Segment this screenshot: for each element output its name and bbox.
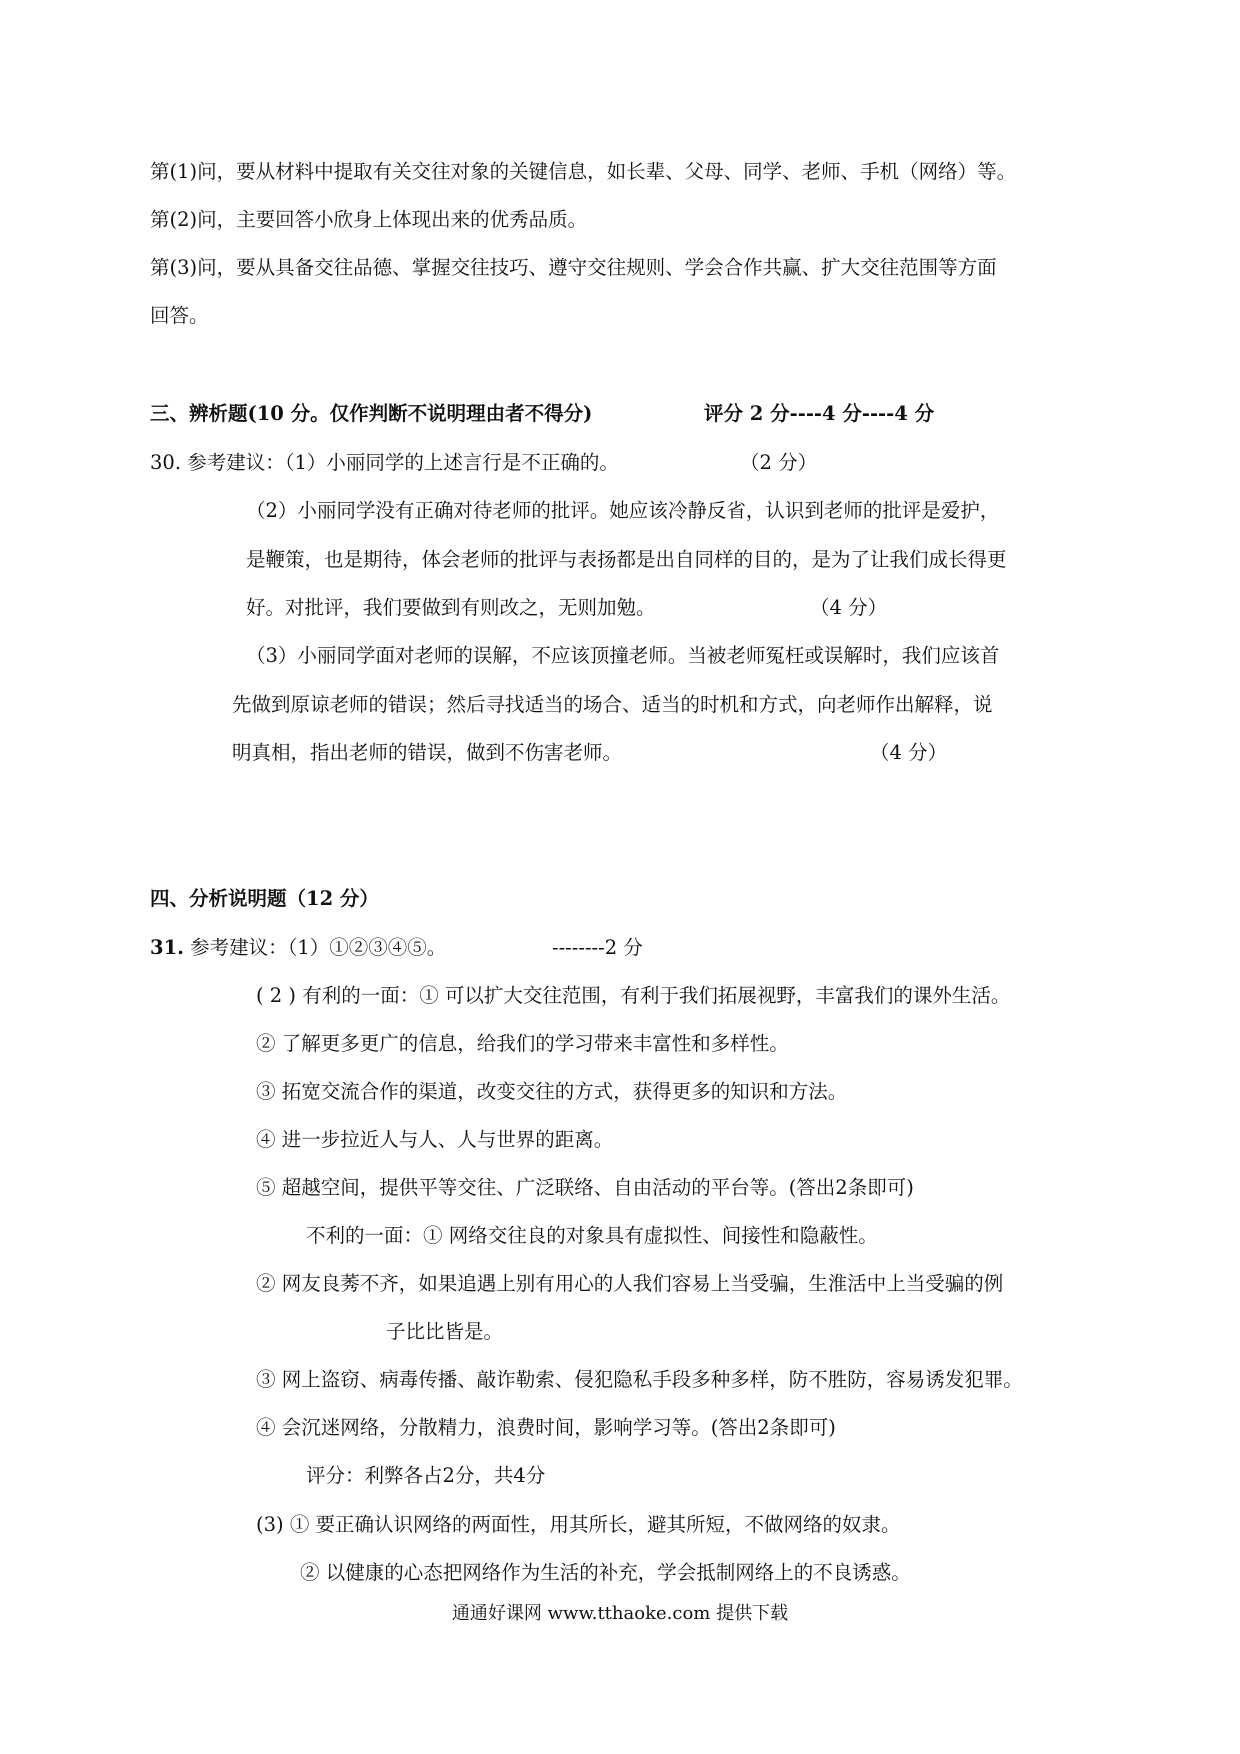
disadvantage-item-cont: 子比比皆是。 [386,1320,504,1343]
advantage-item: ③ 拓宽交流合作的渠道，改变交往的方式，获得更多的知识和方法。 [256,1080,848,1103]
advantage-item: ⑤ 超越空间，提供平等交往、广泛联络、自由活动的平台等。(答出2条即可) [256,1176,914,1199]
q31-part-1 [150,934,446,962]
q31-part-3-item: (3) ① 要正确认识网络的两面性，用其所长，避其所短，不做网络的奴隶。 [256,1513,901,1536]
disadvantage-item: ③ 网上盗窃、病毒传播、敲诈勒索、侵犯隐私手段多种多样，防不胜防，容易诱发犯罪。 [256,1368,1023,1391]
q30-part-3-line-3: 明真相，指出老师的错误，做到不伤害老师。 [232,741,623,764]
q30-part-2-line-3: 好。对批评，我们要做到有则改之，无则加勉。 [246,596,656,619]
advantage-item: ② 了解更多更广的信息，给我们的学习带来丰富性和多样性。 [256,1032,789,1055]
q31-part-1-text: 参考建议：（1）①②③④⑤。 [183,936,447,959]
q30-part-1-score: （2 分） [740,451,818,474]
section-4-heading: 四、分析说明题（12 分） [150,887,379,910]
section-3-heading: 三、辨析题(10 分。仅作判断不说明理由者不得分) [150,402,593,425]
q31-part-1-score: --------2 分 [552,936,643,959]
q30-part-2-score: （4 分） [810,596,888,619]
disadvantage-item: ② 网友良莠不齐，如果追遇上别有用心的人我们容易上当受骗，生淮活中上当受骗的例 [256,1272,1004,1295]
q30-part-3-line-2: 先做到原谅老师的错误；然后寻找适当的场合、适当的时机和方式，向老师作出解释，说 [232,693,993,716]
guidance-line-2: 第(2)问，主要回答小欣身上体现出来的优秀品质。 [150,208,588,231]
guidance-line-3-cont: 回答。 [150,304,209,327]
scoring-note: 评分：利弊各占2分，共4分 [306,1464,546,1487]
advantage-item: ( 2 ) 有利的一面：① 可以扩大交往范围，有利于我们拓展视野，丰富我们的课外生活。 [256,984,1011,1007]
q30-part-2-line-2: 是鞭策，也是期待，体会老师的批评与表扬都是出自同样的目的，是为了让我们成长得更 [246,548,1007,571]
section-3-scoring: 评分 2 分----4 分----4 分 [704,402,935,425]
disadvantage-item: ④ 会沉迷网络，分散精力，浪费时间，影响学习等。(答出2条即可) [256,1416,836,1439]
q30-part-3-score: （4 分） [870,741,948,764]
page-footer: 通通好课网 www.tthaoke.com 提供下载 [451,1603,789,1624]
q31-number: 31. [150,936,184,959]
q30-part-1: 30. 参考建议：（1）小丽同学的上述言行是不正确的。 [150,451,619,474]
guidance-line-3: 第(3)问，要从具备交往品德、掌握交往技巧、遵守交往规则、学会合作共赢、扩大交往范围等方面 [150,256,997,279]
q30-part-3-line-1: （3）小丽同学面对老师的误解，不应该顶撞老师。当被老师冤枉或误解时，我们应该首 [246,644,1000,667]
q31-part-3-item: ② 以健康的心态把网络作为生活的补充，学会抵制网络上的不良诱惑。 [300,1561,911,1584]
guidance-line-1: 第(1)问，要从材料中提取有关交往对象的关键信息，如长辈、父母、同学、老师、手机（网络）等。 [150,160,1017,183]
q30-part-2-line-1: （2）小丽同学没有正确对待老师的批评。她应该冷静反省，认识到老师的批评是爱护， [246,499,1000,522]
advantage-item: ④ 进一步拉近人与人、人与世界的距离。 [256,1128,614,1151]
disadvantage-item: 不利的一面：① 网络交往良的对象具有虚拟性、间接性和隐蔽性。 [306,1224,878,1247]
